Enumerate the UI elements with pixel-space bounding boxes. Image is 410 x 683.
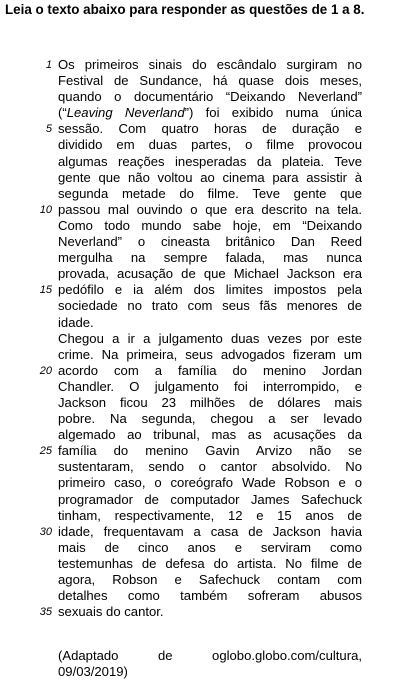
passage-line: [0, 492, 410, 508]
passage-line: [0, 89, 410, 105]
passage-line: [0, 202, 410, 218]
passage-line: [0, 443, 410, 459]
passage-line: [0, 475, 410, 491]
passage-line: [0, 395, 410, 411]
source-citation: [58, 648, 362, 680]
line-text: sessão. Com quatro horas de duração e: [58, 121, 362, 137]
line-text: família do menino Gavin Arvizo não se: [58, 443, 362, 459]
line-text: crime. Na primeira, seus advogados fizeram um: [58, 346, 362, 362]
line-text: Festival de Sundance, há quase dois meses,: [58, 73, 362, 89]
passage: [0, 57, 410, 620]
line-text: provada, acusação de que Michael Jackson era: [58, 266, 362, 282]
line-text: acordo com a família do menino Jordan: [58, 362, 362, 378]
line-text: quando o documentário “Deixando Neverland”: [58, 89, 362, 105]
line-number: 20: [39, 364, 52, 377]
line-text: algumas reações inesperadas da plateia. Teve: [58, 153, 362, 169]
line-text: passou mal ouvindo o que era descrito na tela.: [58, 201, 362, 217]
passage-line: [0, 524, 410, 540]
source-line: (Adaptado de oglobo.globo.com/cultura,: [58, 648, 362, 663]
passage-line: [0, 572, 410, 588]
line-text: idade.: [58, 314, 94, 330]
line-text: detalhes como também sofreram abusos: [58, 588, 362, 604]
line-text: Chegou a ir a julgamento duas vezes por este: [58, 330, 362, 346]
line-text: Neverland” o cineasta britânico Dan Reed: [58, 234, 362, 250]
passage-line: [0, 282, 410, 298]
passage-line: [0, 186, 410, 202]
line-text: programador de computador James Safechuck: [58, 491, 362, 507]
line-text: pobre. Na segunda, chegou a ser levado: [58, 411, 362, 427]
line-text: mergulha na sempre falada, mas nunca: [58, 250, 362, 266]
line-text: sexuais do cantor.: [58, 604, 164, 620]
line-text: Chandler. O julgamento foi interrompido, e: [58, 378, 362, 394]
passage-line: [0, 234, 410, 250]
line-text: sustentaram, sendo o cantor absolvido. No: [58, 459, 362, 475]
passage-line: [0, 266, 410, 282]
passage-line: [0, 540, 410, 556]
line-text: mais de cinco anos e serviram como: [58, 539, 362, 555]
passage-line: [0, 121, 410, 137]
passage-line: [0, 508, 410, 524]
passage-line: [0, 57, 410, 73]
passage-line: [0, 137, 410, 153]
passage-line: [0, 347, 410, 363]
line-number: 10: [39, 203, 52, 216]
line-text: idade, frequentavam a casa de Jackson havia: [58, 523, 362, 539]
source-date: 09/03/2019): [58, 664, 128, 680]
line-text: sociedade no trato com seus fãs menores de: [58, 298, 362, 314]
passage-line: [0, 411, 410, 427]
line-text: primeiro caso, o coreógrafo Wade Robson e o: [58, 475, 362, 491]
line-text: pedófilo e ia além dos limites impostos pela: [58, 282, 362, 298]
line-number: 15: [39, 284, 52, 297]
passage-line: [0, 588, 410, 604]
line-number: 25: [39, 445, 52, 458]
line-text: Jackson ficou 23 milhões de dólares mais: [58, 394, 362, 410]
line-text: gente que não voltou ao cinema para assistir à: [58, 169, 362, 185]
line-number: 5: [45, 123, 52, 136]
line-text: agora, Robson e Safechuck contam com: [58, 572, 362, 587]
passage-line: [0, 363, 410, 379]
passage-line: [0, 604, 410, 620]
passage-line: [0, 170, 410, 186]
line-text: tinham, respectivamente, 12 e 15 anos de: [58, 507, 362, 523]
line-text: testemunhas de defesa do artista. No filme de: [58, 555, 362, 571]
line-text: segunda metade do filme. Teve gente que: [58, 185, 362, 201]
line-number: 35: [39, 606, 52, 619]
line-text: Os primeiros sinais do escândalo surgiram no: [58, 57, 362, 72]
passage-line: [0, 459, 410, 475]
passage-line: [0, 298, 410, 314]
passage-line: [0, 379, 410, 395]
passage-line: [0, 427, 410, 443]
passage-line: [0, 250, 410, 266]
passage-line: [0, 331, 410, 347]
passage-line: [0, 154, 410, 170]
passage-line: [0, 315, 410, 331]
instruction-heading: Leia o texto abaixo para responder as questões de 1 a 8.: [5, 2, 365, 17]
passage-line: [0, 218, 410, 234]
line-text: (“Leaving Neverland”) foi exibido numa única: [58, 105, 362, 121]
line-number: 1: [45, 59, 52, 71]
passage-line: [0, 556, 410, 572]
line-text: algemado ao tribunal, mas as acusações da: [58, 427, 362, 443]
passage-line: [0, 73, 410, 89]
passage-line: [0, 105, 410, 121]
line-text: dividido em duas partes, o filme provocou: [58, 137, 362, 153]
line-text: Como todo mundo sabe hoje, em “Deixando: [58, 217, 362, 233]
line-number: 30: [39, 525, 52, 538]
